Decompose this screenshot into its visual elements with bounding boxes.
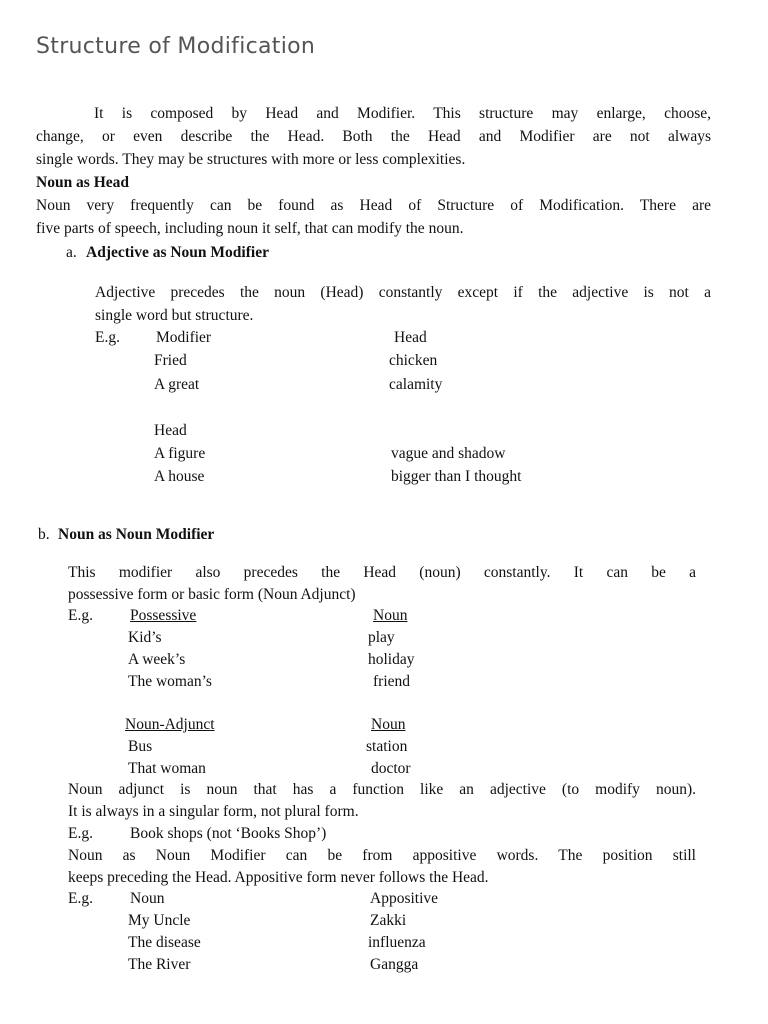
- table-row-right: chicken: [389, 352, 438, 369]
- noun-as-head-line-2: five parts of speech, including noun it self, that can modify the noun.: [36, 220, 464, 237]
- section-a-desc-2: single word but structure.: [95, 307, 254, 324]
- table-row-left: The River: [128, 956, 191, 973]
- section-b-heading: Noun as Noun Modifier: [58, 526, 215, 543]
- section-a-heading: Adjective as Noun Modifier: [86, 244, 269, 261]
- noun-header-2: Noun: [371, 716, 406, 733]
- noun-as-head-line-1: Noun very frequently can be found as Head of Structure of Modification. There are: [36, 197, 711, 214]
- table-row-left: A great: [154, 376, 200, 393]
- intro-line-3: single words. They may be structures with more or less complexities.: [36, 151, 466, 168]
- section-a-desc-1: Adjective precedes the noun (Head) constantly except if the adjective is not a: [95, 284, 711, 301]
- noun-header: Noun: [373, 607, 408, 624]
- table-row-left: A figure: [154, 445, 206, 462]
- table-row-right: doctor: [371, 760, 411, 777]
- appositive-line-2: keeps preceding the Head. Appositive form never follows the Head.: [68, 869, 489, 886]
- table-row-left: My Uncle: [128, 912, 191, 929]
- adjunct-definition-2: It is always in a singular form, not plural form.: [68, 803, 359, 820]
- table-row-left: The disease: [128, 934, 201, 951]
- table-row-left: That woman: [128, 760, 206, 777]
- head-header: Head: [394, 329, 427, 346]
- section-b-eg: E.g.: [68, 607, 93, 624]
- appositive-line-1: Noun as Noun Modifier can be from appositive words. The position still: [68, 847, 696, 864]
- section-a-eg: E.g.: [95, 329, 120, 346]
- noun-as-head-heading: Noun as Head: [36, 174, 130, 191]
- eg-label-2: E.g.: [68, 825, 93, 842]
- table-row-left: The woman’s: [128, 673, 212, 690]
- intro-line-2: change, or even describe the Head. Both the Head and Modifier are not always: [36, 128, 711, 145]
- table-row-right: holiday: [368, 651, 415, 668]
- section-a-marker: a.: [66, 244, 77, 261]
- possessive-header: Possessive: [130, 607, 197, 624]
- modifier-header: Modifier: [156, 329, 212, 346]
- appositive-noun-header: Noun: [130, 890, 165, 907]
- appositive-header: Appositive: [370, 890, 439, 907]
- table-row-right: bigger than I thought: [391, 468, 522, 485]
- page-title: Structure of Modification: [36, 34, 316, 59]
- table-row-left: A week’s: [128, 651, 186, 668]
- intro-line-1: It is composed by Head and Modifier. This structure may enlarge, choose,: [94, 105, 711, 122]
- table-row-left: A house: [154, 468, 205, 485]
- noun-adjunct-header: Noun-Adjunct: [125, 716, 215, 733]
- table-row-right: Zakki: [370, 912, 407, 929]
- table-row-right: play: [368, 629, 395, 646]
- table-row-right: calamity: [389, 376, 443, 393]
- table-row-left: Kid’s: [128, 629, 162, 646]
- table-row-right: vague and shadow: [391, 445, 506, 462]
- table-row-right: station: [366, 738, 408, 755]
- section-b-marker: b.: [38, 526, 50, 543]
- head-header-2: Head: [154, 422, 187, 439]
- eg-example-2: Book shops (not ‘Books Shop’): [130, 825, 327, 842]
- table-row-right: friend: [373, 673, 411, 690]
- table-row-right: Gangga: [370, 956, 419, 973]
- table-row-left: Fried: [154, 352, 187, 369]
- eg-label-3: E.g.: [68, 890, 93, 907]
- section-b-desc-1: This modifier also precedes the Head (noun) constantly. It can be a: [68, 564, 696, 581]
- table-row-right: influenza: [368, 934, 426, 951]
- adjunct-definition-1: Noun adjunct is noun that has a function like an adjective (to modify noun).: [68, 781, 696, 798]
- section-b-desc-2: possessive form or basic form (Noun Adjunct): [68, 586, 356, 603]
- table-row-left: Bus: [128, 738, 153, 755]
